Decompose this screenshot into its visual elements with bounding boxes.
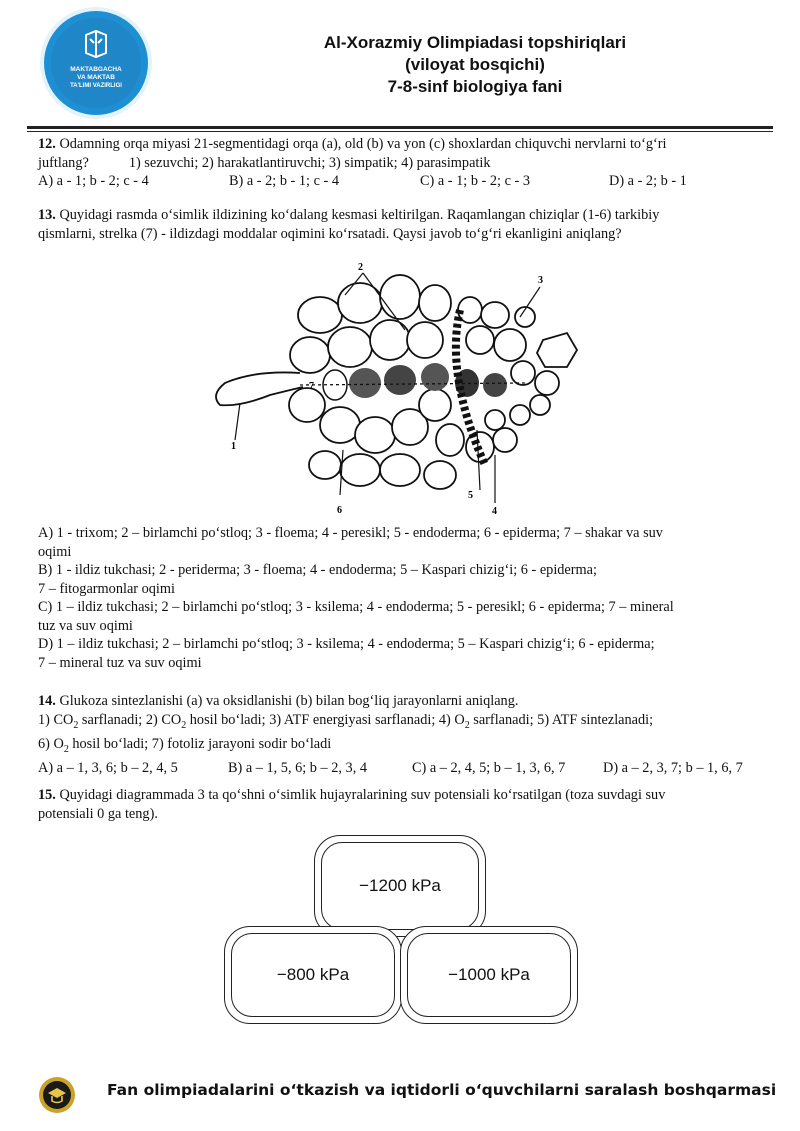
question-12: [38, 135, 768, 191]
figure-label-4: 4: [492, 506, 497, 517]
cell-top: [314, 835, 486, 937]
option-a-cont: oqimi: [38, 543, 72, 560]
option-d[interactable]: D) 1 – ildiz tukchasi; 2 – birlamchi po‘stloq; 3 - ksilema; 4 - endoderma; 5 – Kaspari chizig‘i; 6 - epiderma;: [38, 636, 655, 652]
question-text: 1) sezuvchi; 2) harakatlantiruvchi; 3) simpatik; 4) parasimpatik: [128, 154, 491, 171]
root-cross-section-figure: [195, 255, 595, 520]
answer-options: [38, 759, 768, 778]
option-b-cont: 7 – fitogarmonlar oqimi: [38, 580, 175, 597]
question-number: 14.: [38, 693, 56, 709]
question-text: Quyidagi diagrammada 3 ta qo‘shni o‘simlik hujayralarining suv potensiali ko‘rsatilgan (toza suvdagi suv: [55, 787, 666, 803]
option-d[interactable]: D) a – 2, 3, 7; b – 1, 6, 7: [603, 760, 743, 777]
answer-options: [38, 172, 768, 191]
question-text: juftlang?: [38, 154, 89, 171]
title-line-3: 7-8-sinf biologiya fani: [387, 77, 563, 96]
option-b[interactable]: B) a - 2; b - 1; c - 4: [229, 173, 339, 189]
footer-emblem-icon: [38, 1076, 76, 1114]
title-line-1: Al-Xorazmiy Olimpiadasi topshiriqlari: [323, 33, 627, 52]
option-c[interactable]: C) 1 – ildiz tukchasi; 2 – birlamchi po‘stloq; 3 - ksilema; 4 - endoderma; 5 - peresikl; 6 - epiderma; 7 – mineral: [38, 599, 674, 615]
question-15: [38, 786, 768, 823]
cell-top-value: −1200 kPa: [359, 876, 441, 895]
option-a[interactable]: A) a - 1; b - 2; c - 4: [38, 173, 149, 189]
question-text-line-3: 6) $O_2$ hosil bo‘ladi; 7) fotoliz jarayoni sodir bo‘ladi: [38, 735, 332, 755]
question-text: Odamning orqa miyasi 21-segmentidagi orqa (a), old (b) va yon (c) shoxlardan chiquvchi nervlarni to‘g‘ri: [55, 136, 667, 152]
figure-label-6: 6: [337, 505, 342, 516]
option-c-cont: tuz va suv oqimi: [38, 617, 133, 634]
option-c[interactable]: C) a - 1; b - 2; c - 3: [420, 173, 530, 189]
question-number: 15.: [38, 787, 56, 803]
question-13-answers: [38, 524, 768, 672]
figure-label-3: 3: [538, 275, 543, 286]
option-d[interactable]: D) a - 2; b - 1: [609, 173, 687, 189]
title-line-2: (viloyat bosqichi): [405, 55, 545, 74]
header-title: [250, 32, 700, 98]
cell-right: [400, 926, 578, 1024]
logo-text-3: TA'LIMI VAZIRLIGI: [70, 83, 122, 89]
option-b[interactable]: B) a – 1, 5, 6; b – 2, 3, 4: [228, 760, 367, 777]
option-a[interactable]: A) 1 - trixom; 2 – birlamchi po‘stloq; 3 - floema; 4 - peresikl; 5 - endoderma; 6 - epiderma; 7 – shakar va suv: [38, 525, 663, 541]
question-text: Quyidagi rasmda o‘simlik ildizining ko‘dalang kesmasi keltirilgan. Raqamlangan chiziqlar (1-6) tarkibiy: [55, 207, 660, 223]
cell-left-value: −800 kPa: [276, 965, 350, 984]
ministry-logo: [38, 5, 154, 121]
option-a[interactable]: A) a – 1, 3, 6; b – 2, 4, 5: [38, 760, 178, 777]
header-rule-thin: [27, 131, 773, 132]
question-number: 13.: [38, 207, 56, 223]
logo-text-1: MAKTABGACHA: [70, 66, 122, 73]
cell-right-value: −1000 kPa: [448, 965, 530, 984]
question-text: potensiali 0 ga teng).: [38, 805, 158, 822]
question-text: qismlarni, strelka (7) - ildizdagi moddalar oqimini ko‘rsatadi. Qaysi javob to‘g‘ri ekanligini aniqlang?: [38, 225, 622, 242]
option-c[interactable]: C) a – 2, 4, 5; b – 1, 3, 6, 7: [412, 760, 566, 777]
footer-text: Fan olimpiadalarini o‘tkazish va iqtidorli o‘quvchilarni saralash boshqarmasi: [107, 1081, 777, 1099]
water-potential-diagram: [222, 830, 592, 1030]
figure-label-5: 5: [468, 490, 473, 501]
cell-left: [224, 926, 402, 1024]
figure-label-1: 1: [231, 441, 236, 452]
header-rule: [27, 126, 773, 129]
question-13: [38, 206, 768, 243]
figure-label-7: 7: [309, 381, 314, 392]
option-b[interactable]: B) 1 - ildiz tukchasi; 2 - periderma; 3 - floema; 4 - endoderma; 5 – Kaspari chizig‘i; 6 - epiderma;: [38, 562, 597, 578]
option-d-cont: 7 – mineral tuz va suv oqimi: [38, 654, 202, 671]
question-14: [38, 692, 768, 778]
logo-text-2: VA MAKTAB: [77, 74, 115, 81]
question-text: Glukoza sintezlanishi (a) va oksidlanishi (b) bilan bog‘liq jarayonlarni aniqlang.: [55, 693, 519, 709]
figure-label-2: 2: [358, 262, 363, 273]
question-text-line-2: 1) $CO_2$ sarflanadi; 2) $CO_2$ hosil bo‘ladi; 3) ATF energiyasi sarflanadi; 4) $O_2$ sarflanadi; 5) ATF sintezlanadi;: [38, 711, 654, 731]
question-number: 12.: [38, 136, 56, 152]
